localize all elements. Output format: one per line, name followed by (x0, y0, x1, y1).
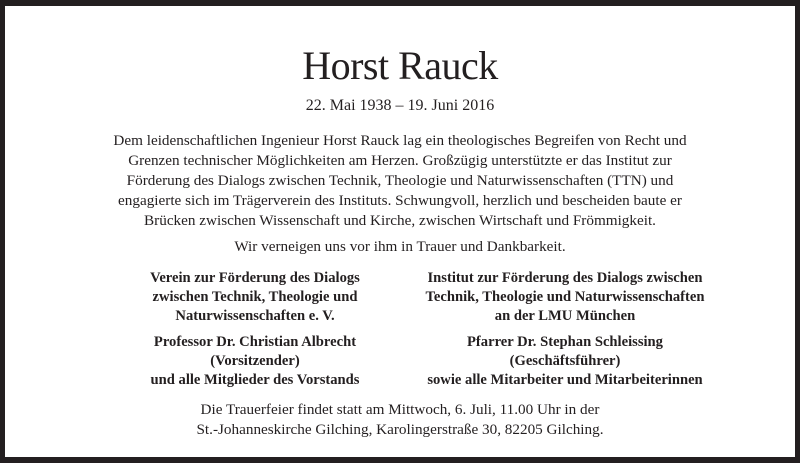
organization-line: Institut zur Förderung des Dialogs zwischen (427, 270, 703, 286)
deceased-name: Horst Rauck (302, 43, 498, 88)
person-line: Pfarrer Dr. Stephan Schleissing (467, 334, 663, 350)
organization-name (400, 269, 730, 326)
bio-line: Förderung des Dialogs zwischen Technik, Theologie und Naturwissenschaften (TTN) und (126, 172, 674, 189)
life-dates: 22. Mai 1938 – 19. Juni 2016 (305, 97, 495, 114)
person-line: und alle Mitglieder des Vorstands (150, 372, 360, 388)
bio-line: Dem leidenschaftlichen Ingenieur Horst Rauck lag ein theologisches Begreifen von Recht und (113, 132, 687, 149)
biography-paragraph (100, 131, 700, 231)
funeral-service-info (5, 400, 795, 440)
organization-line: Technik, Theologie und Naturwissenschaften (425, 289, 705, 305)
person-line: (Vorsitzender) (210, 353, 300, 369)
organization-line: Naturwissenschaften e. V. (175, 308, 335, 324)
person-line: sowie alle Mitarbeiter und Mitarbeiterinnen (427, 372, 703, 388)
signatory-left (100, 269, 410, 390)
organization-name (100, 269, 410, 326)
signatory-person (100, 333, 410, 390)
organization-line: Verein zur Förderung des Dialogs (150, 270, 360, 286)
person-line: Professor Dr. Christian Albrecht (153, 334, 357, 350)
bio-line: engagierte sich im Trägerverein des Instituts. Schwungvoll, herzlich und bescheiden baute er (118, 192, 682, 209)
organization-line: zwischen Technik, Theologie und (152, 289, 358, 305)
tribute-line: Wir verneigen uns vor ihm in Trauer und Dankbarkeit. (234, 238, 566, 255)
bio-line: Brücken zwischen Wissenschaft und Kirche, zwischen Wirtschaft und Frömmigkeit. (144, 212, 656, 229)
service-line: Die Trauerfeier findet statt am Mittwoch, 6. Juli, 11.00 Uhr in der (200, 401, 600, 418)
organization-line: an der LMU München (494, 308, 636, 324)
signatory-person (400, 333, 730, 390)
service-line: St.-Johanneskirche Gilching, Karolingerstraße 30, 82205 Gilching. (196, 421, 604, 438)
person-line: (Geschäftsführer) (509, 353, 621, 369)
obituary-notice (5, 6, 795, 457)
signatory-right (400, 269, 730, 390)
bio-line: Grenzen technischer Möglichkeiten am Herzen. Großzügig unterstützte er das Institut zur (128, 152, 672, 169)
